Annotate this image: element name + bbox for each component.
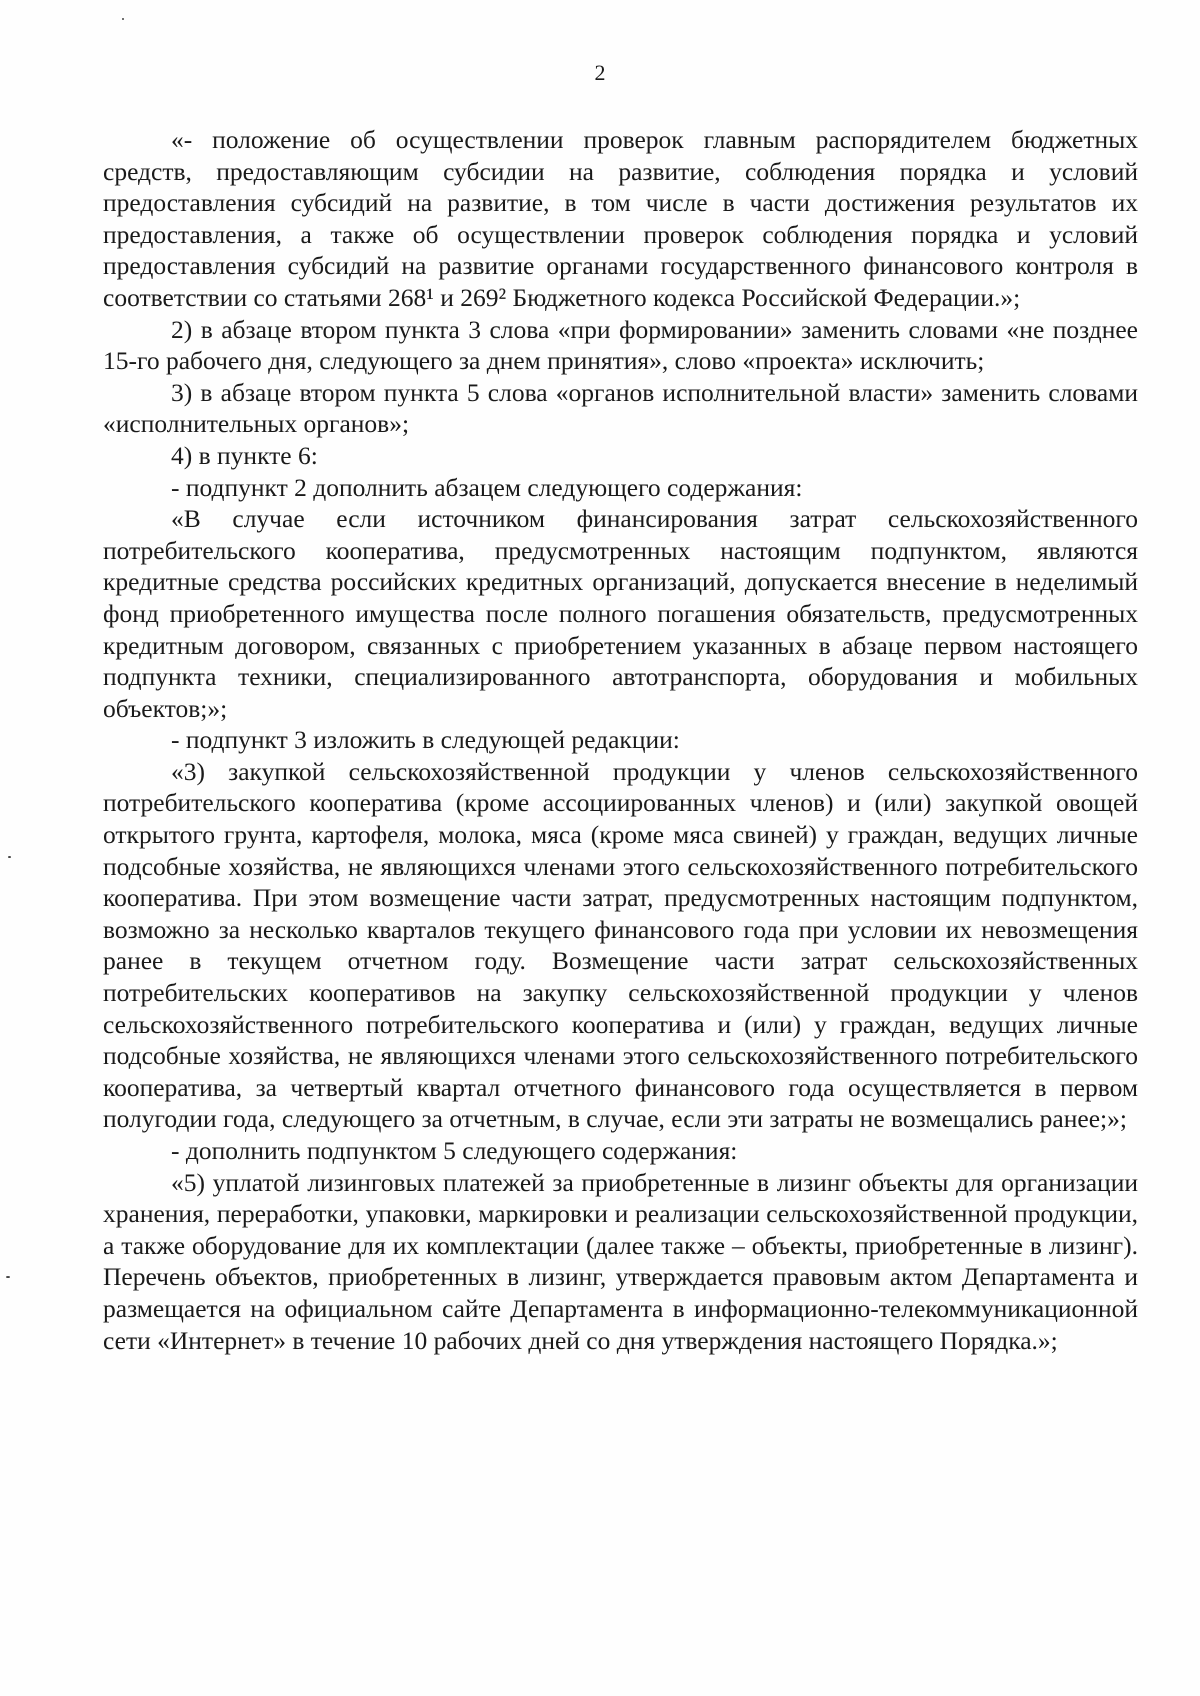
paragraph-item-3: 3) в абзаце втором пункта 5 слова «органов исполнительной власти» заменить словами «исполнительных органов»; <box>103 377 1138 439</box>
scan-speck <box>6 1276 10 1278</box>
page-number: 2 <box>594 60 606 85</box>
scan-speck <box>122 18 124 20</box>
paragraph-credit-funds: «В случае если источником финансирования затрат сельскохозяйственного потребительского кооператива, предусмотренных настоящим подпунктом, являются кредитные средства российских кредитных организаций, допускается внесение в неделимый фонд приобретенного имущества после полного погашения обязательств, предусмотренных кредитным договором, связанных с приобретением указанных в абзаце первом настоящего подпункта техники, специализированного автотранспорта, оборудования и мобильных объектов;»; <box>103 504 1138 723</box>
paragraph-subitem-2-intro: - подпункт 2 дополнить абзацем следующего содержания: <box>171 472 803 502</box>
paragraph-subitem-3-intro: - подпункт 3 изложить в следующей редакции: <box>171 725 680 755</box>
document-body <box>103 124 1138 1356</box>
paragraph-subitem-3: «3) закупкой сельскохозяйственной продукции у членов сельскохозяйственного потребительского кооператива (кроме ассоциированных членов) и (или) закупкой овощей открытого грунта, картофеля, молока, мяса (кроме мяса свиней) у граждан, ведущих личные подсобные хозяйства, не являющихся членами этого сельскохозяйственного потребительского кооператива. При этом возмещение части затрат, предусмотренных настоящим подпунктом, возможно за несколько кварталов текущего финансового года при условии их невозмещения ранее в текущем отчетном году. Возмещение части затрат сельскохозяйственных потребительских кооперативов на закупку сельскохозяйственной продукции у членов сельскохозяйственного потребительского кооператива и (или) у граждан, ведущих личные подсобные хозяйства, не являющихся членами этого сельскохозяйственного потребительского кооператива, за четвертый квартал отчетного финансового года осуществляется в первом полугодии года, следующего за отчетным, в случае, если эти затраты не возмещались ранее;»; <box>103 756 1138 1134</box>
paragraph-item-4: 4) в пункте 6: <box>171 440 318 470</box>
paragraph-subitem-5: «5) уплатой лизинговых платежей за приобретенные в лизинг объекты для организации хранения, переработки, упаковки, маркировки и реализации сельскохозяйственной продукции, а также оборудование для их комплектации (далее также – объекты, приобретенные в лизинг). Перечень объектов, приобретенных в лизинг, утверждается правовым актом Департамента и размещается на официальном сайте Департамента в информационно-телекоммуникационной сети «Интернет» в течение 10 рабочих дней со дня утверждения настоящего Порядка.»; <box>103 1167 1138 1355</box>
paragraph-audit-provision: «- положение об осуществлении проверок главным распорядителем бюджетных средств, предоставляющим субсидии на развитие, соблюдения порядка и условий предоставления субсидий на развитие, в том числе в части достижения результатов их предоставления, а также об осуществлении проверок соблюдения порядка и условий предоставления субсидий на развитие органами государственного финансового контроля в соответствии со статьями 268¹ и 269² Бюджетного кодекса Российской Федерации.»; <box>103 125 1138 312</box>
scan-speck <box>8 856 11 858</box>
paragraph-subitem-5-intro: - дополнить подпунктом 5 следующего содержания: <box>171 1136 738 1165</box>
paragraph-item-2: 2) в абзаце втором пункта 3 слова «при формировании» заменить словами «не позднее 15-го рабочего дня, следующего за днем принятия», слово «проекта» исключить; <box>103 314 1138 376</box>
